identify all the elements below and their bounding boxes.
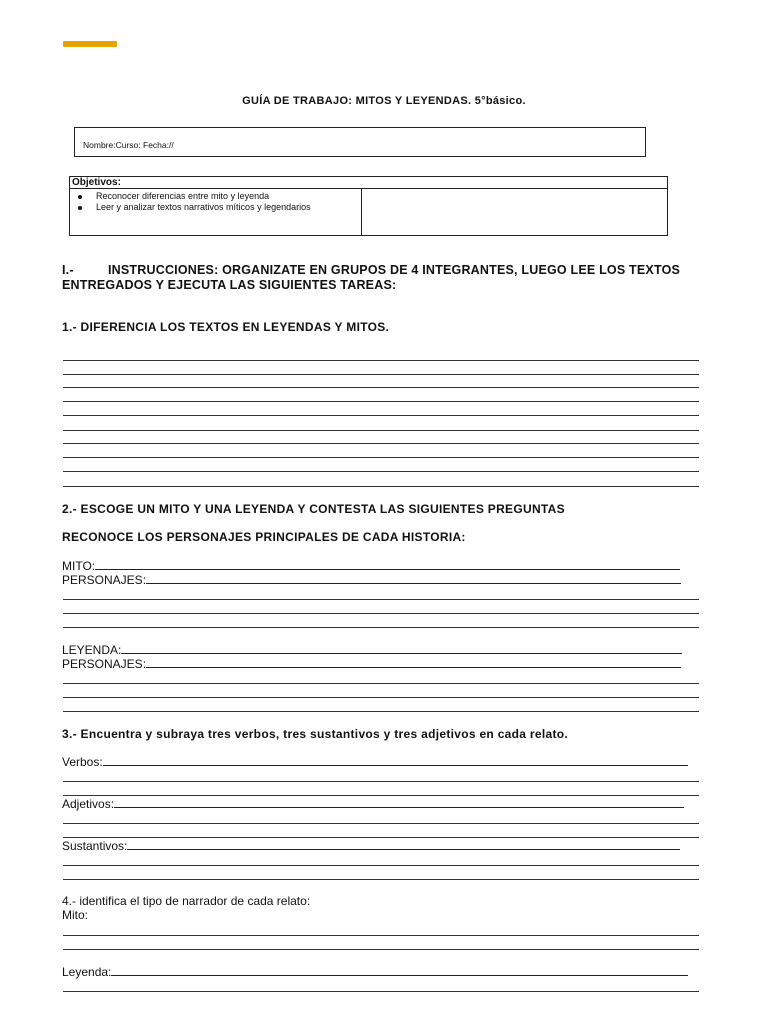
date-separator: / <box>171 140 174 150</box>
answer-line[interactable] <box>63 613 699 614</box>
sustantivos-line <box>62 839 680 853</box>
answer-line[interactable] <box>63 360 699 361</box>
objectives-list <box>70 189 362 235</box>
leyenda-narrador-line <box>62 965 688 979</box>
instructions-text: INSTRUCCIONES: ORGANIZATE EN GRUPOS DE 4 INTEGRANTES, LUEGO LEE LOS TEXTOS ENTREGADOS Y EJECUTA LAS SIGUIENTES TAREAS: <box>62 263 681 292</box>
personajes-line <box>62 657 681 671</box>
name-label: Nombre: <box>83 140 116 150</box>
page-title: GUÍA DE TRABAJO: MITOS Y LEYENDAS. 5°básico. <box>242 95 526 107</box>
section4-heading: 4.- identifica el tipo de narrador de cada relato: <box>62 894 311 908</box>
answer-line[interactable] <box>63 879 699 880</box>
instructions <box>62 263 712 293</box>
instructions-number: I.- <box>62 263 74 277</box>
answer-line[interactable] <box>63 387 699 388</box>
sustantivos-label: Sustantivos: <box>62 839 128 853</box>
answer-line[interactable] <box>63 837 699 838</box>
student-info-box <box>74 127 646 157</box>
section1-heading: 1.- DIFERENCIA LOS TEXTOS EN LEYENDAS Y MITOS. <box>62 320 390 334</box>
section2-heading: 2.- ESCOGE UN MITO Y UNA LEYENDA Y CONTESTA LAS SIGUIENTES PREGUNTAS <box>62 502 565 516</box>
personajes-label: PERSONAJES: <box>62 657 147 671</box>
verbos-line <box>62 755 688 769</box>
personajes-field[interactable] <box>146 573 681 584</box>
mito-line <box>62 559 680 573</box>
course-label: Curso: <box>115 140 141 150</box>
answer-line[interactable] <box>63 697 699 698</box>
mito-field[interactable] <box>95 559 680 570</box>
answer-line[interactable] <box>63 457 699 458</box>
answer-line[interactable] <box>63 443 699 444</box>
answer-line[interactable] <box>63 865 699 866</box>
answer-line[interactable] <box>63 401 699 402</box>
answer-line[interactable] <box>63 795 699 796</box>
adjetivos-label: Adjetivos: <box>62 797 115 811</box>
section3-heading: 3.- Encuentra y subraya tres verbos, tres sustantivos y tres adjetivos en cada relato. <box>62 727 568 741</box>
objective-item: Reconocer diferencias entre mito y leyenda <box>74 191 357 202</box>
answer-line[interactable] <box>63 486 699 487</box>
answer-line[interactable] <box>63 683 699 684</box>
leyenda-narrador-label: Leyenda: <box>62 965 112 979</box>
leyenda-field[interactable] <box>121 643 682 654</box>
answer-line[interactable] <box>63 374 699 375</box>
personajes-field[interactable] <box>146 657 681 668</box>
answer-line[interactable] <box>63 415 699 416</box>
answer-line[interactable] <box>63 935 699 936</box>
adjetivos-field[interactable] <box>114 797 684 808</box>
sustantivos-field[interactable] <box>127 839 680 850</box>
date-label: Fecha: <box>143 140 170 150</box>
objectives-table <box>69 176 668 236</box>
adjetivos-line <box>62 797 684 811</box>
verbos-field[interactable] <box>103 755 688 766</box>
leyenda-label: LEYENDA: <box>62 643 122 657</box>
leyenda-line <box>62 643 682 657</box>
answer-line[interactable] <box>63 430 699 431</box>
answer-line[interactable] <box>63 823 699 824</box>
personajes-label: PERSONAJES: <box>62 573 147 587</box>
answer-line[interactable] <box>63 627 699 628</box>
verbos-label: Verbos: <box>62 755 103 769</box>
section4-mito-label: Mito: <box>62 908 89 922</box>
mito-label: MITO: <box>62 559 96 573</box>
objective-item: Leer y analizar textos narrativos míticos y legendarios <box>74 202 357 213</box>
section2-subheading: RECONOCE LOS PERSONAJES PRINCIPALES DE CADA HISTORIA: <box>62 530 466 544</box>
logo-mark <box>63 41 117 47</box>
answer-line[interactable] <box>63 711 699 712</box>
answer-line[interactable] <box>63 471 699 472</box>
personajes-line <box>62 573 681 587</box>
leyenda-narrador-field[interactable] <box>111 965 688 976</box>
date-separator: / <box>169 140 172 150</box>
answer-line[interactable] <box>63 599 699 600</box>
answer-line[interactable] <box>63 949 699 950</box>
answer-line[interactable] <box>63 781 699 782</box>
answer-line[interactable] <box>63 991 699 992</box>
objectives-heading: Objetivos: <box>70 177 667 189</box>
